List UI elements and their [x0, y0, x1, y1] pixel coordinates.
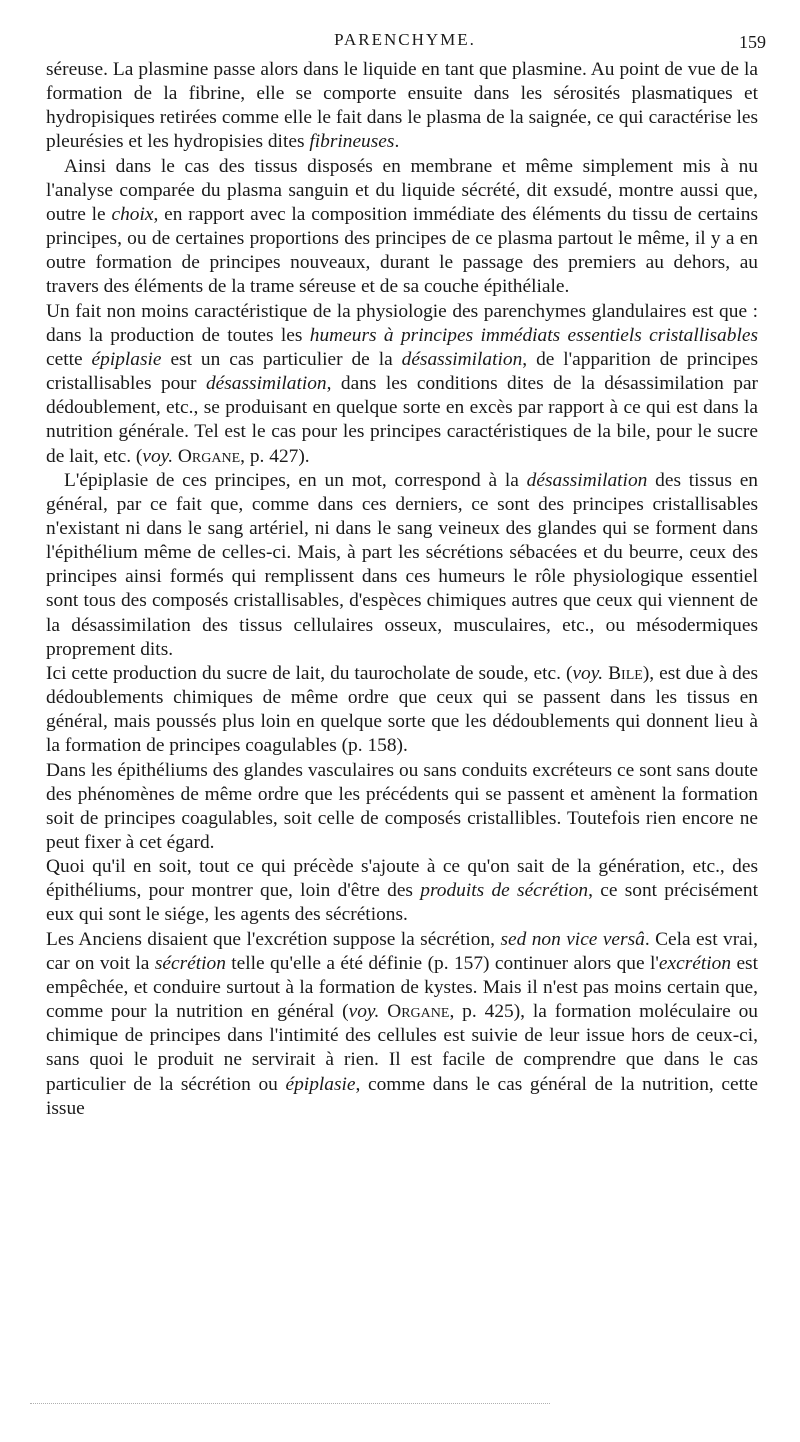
page-number: 159 — [739, 32, 766, 52]
text-run: telle qu'elle a été définie (p. 157) continuer alors que l' — [225, 952, 659, 974]
running-header — [40, 30, 770, 54]
italic-run: fibrineuses — [309, 131, 395, 153]
paragraph — [46, 469, 758, 662]
paragraph — [46, 662, 758, 759]
text-run: . Cela est vrai, car on voit la — [46, 928, 758, 974]
text-run: , ce sont précisément eux qui sont le siége, les agents des sécrétions. — [46, 880, 758, 926]
paragraph — [46, 928, 758, 1121]
italic-run: épiplasie — [285, 1073, 356, 1095]
text-run: , p. 425), la formation moléculaire ou chimique de principes dans l'intimité des cellules est suivie de leur issue hors de ceux-ci, sans quoi le produit ne servirait à rien. Il est facile de comprendre que dans le cas particulier de la sécrétion ou — [46, 1001, 758, 1095]
text-run: Ici cette production du sucre de lait, du taurocholate de soude, etc. ( — [46, 662, 573, 684]
text-run: Quoi qu'il en soit, tout ce qui précède s'ajoute à ce qu'on sait de la génération, etc., des épithéliums, pour montrer que, loin d'être des — [46, 856, 758, 902]
italic-run: désassimilation — [526, 469, 648, 491]
italic-run: produits de sécrétion — [420, 880, 589, 902]
text-run: cette — [46, 348, 92, 370]
italic-run: humeurs à principes immédiats essentiels cristallisables — [309, 324, 758, 346]
text-run: des tissus en général, par ce fait que, comme dans ces derniers, ce sont des principes cristallisables n'existant ni dans le sang artériel, ni dans le sang veineux des glandes qui se forment dans l'épithélium même de celles-ci. Mais, à part les sécrétions sébacées et du beurre, ceux des principes ainsi formés qui remplissent dans ces humeurs le rôle physiologique essentiel sont tous des composés cristallisables, d'espèces chimiques autres que ceux qui viennent de la désassimilation des tissus cellulaires osseux, musculaires, etc., ou mésodermiques proprement dits. — [46, 469, 758, 660]
text-run: Ainsi dans le cas des tissus disposés en membrane et même simplement mis à nu l'analyse comparée du plasma sanguin et du liquide sécrété, dit exsudé, montre aussi que, outre le — [46, 155, 758, 225]
italic-run: sed non vice versâ — [500, 928, 645, 950]
small-caps-run: Organe — [177, 445, 241, 467]
italic-run: épiplasie — [91, 348, 162, 370]
text-run: séreuse. La plasmine passe alors dans le liquide en tant que plasmine. Au point de vue de la formation de la fibrine, elle se comporte ensuite dans les sérosités plasmatiques et hydropisiques retirées comme elle le fait dans le plasma de la saignée, ce qui caractérise les pleurésies et les hydropisies dites — [46, 59, 758, 153]
text-run: , de l'apparition de principes cristallisables pour — [46, 348, 758, 395]
text-run: Les Anciens disaient que l'excrétion suppose la sécrétion, — [46, 928, 501, 950]
italic-run: voy. — [348, 1001, 380, 1023]
paragraph — [46, 300, 758, 469]
italic-run: désassimilation — [205, 373, 327, 395]
text-run: , en rapport avec la composition immédiate des éléments du tissu de certains principes, ou de certaines proportions des principes de ce plasma partout le même, il y a en outre formation de principes nouveaux, durant le passage des premiers au dehors, au travers des éléments de la trame séreuse et de sa couche épithéliale. — [46, 203, 759, 298]
text-run: . — [394, 131, 400, 153]
small-caps-run: Organe — [387, 1001, 450, 1023]
paragraph — [46, 155, 758, 300]
text-run: , comme dans le cas général de la nutrition, cette issue — [46, 1073, 758, 1119]
paragraph — [46, 855, 758, 927]
italic-run: excrétion — [658, 952, 732, 974]
text-run: L'épiplasie de ces principes, en un mot, correspond à la — [64, 469, 527, 491]
text-run: est empêchée, et conduire surtout à la formation de kystes. Mais il n'est pas moins certain que, comme pour la nutrition en général ( — [46, 952, 758, 1023]
small-caps-run: Bile — [608, 662, 643, 684]
text-run: Un fait non moins caractéristique de la physiologie des parenchymes glandulaires est que : dans la production de toutes les — [46, 300, 758, 346]
text-run: ), est due à des dédoublements chimiques de même ordre que ceux qui se passent dans les tissus en général, mais poussés plus loin en quelque sorte que les dédoublements qui donnent lieu à la formation de principes coagulables (p. 158). — [46, 662, 758, 757]
italic-run: voy. — [572, 662, 604, 684]
paragraph — [46, 58, 758, 155]
text-run: Dans les épithéliums des glandes vasculaires ou sans conduits excréteurs ce sont sans doute des phénomènes de même ordre que les précédents qui se passent et amènent la formation soit de principes coagulables, soit celle de composés cristallibles. Toutefois rien encore ne peut fixer à cet égard. — [46, 759, 758, 853]
italic-run: voy. — [142, 445, 174, 467]
paragraph — [46, 759, 758, 856]
text-run: est un cas particulier de la — [161, 348, 402, 370]
footer-rule — [30, 1403, 550, 1404]
running-title: PARENCHYME. — [334, 30, 476, 49]
body-text — [46, 58, 758, 1121]
text-run: , dans les conditions dites de la désassimilation par dédoublement, etc., se produisant en quelque sorte en excès par rapport à ce qui est dans la nutrition générale. Tel est le cas pour les principes caractéristiques de la bile, pour le sucre de lait, etc. ( — [46, 373, 759, 467]
italic-run: choix — [111, 203, 154, 225]
italic-run: désassimilation — [401, 348, 523, 370]
text-run: , p. 427). — [240, 445, 310, 467]
italic-run: sécrétion — [154, 952, 226, 974]
